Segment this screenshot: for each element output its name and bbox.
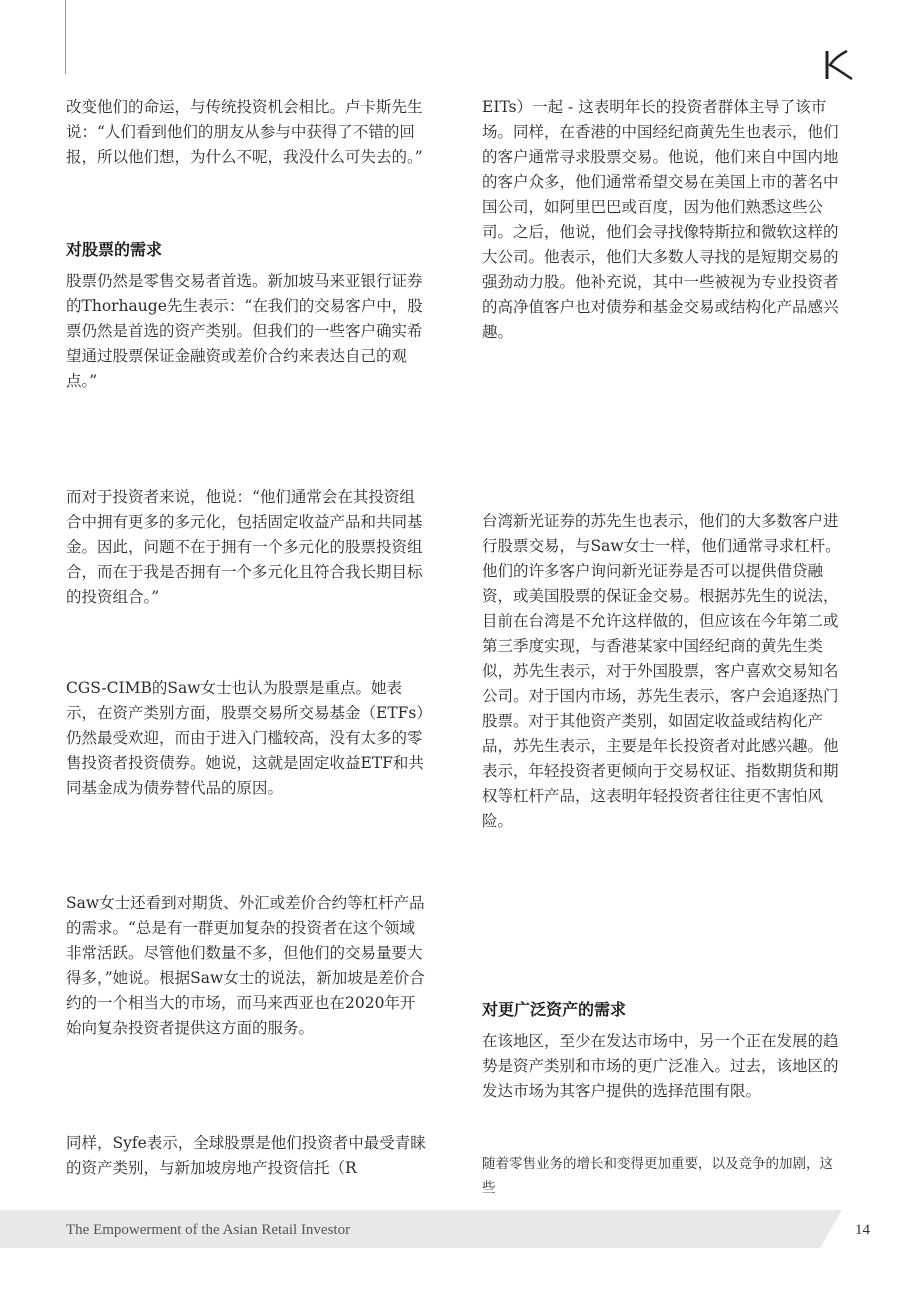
section-heading: 对股票的需求 bbox=[66, 240, 163, 259]
footer-title: The Empowerment of the Asian Retail Investor bbox=[66, 1222, 351, 1238]
left-para-2 bbox=[66, 269, 426, 394]
right-para-1 bbox=[482, 95, 842, 345]
paragraph: 同样，Syfe表示，全球股票是他们投资者中最受青睐的资产类别，与新加坡房地产投资信托（R bbox=[66, 1134, 426, 1177]
paragraph: 而对于投资者来说，他说：“他们通常会在其投资组合中拥有更多的多元化，包括固定收益产品和共同基金。因此，问题不在于拥有一个多元化的股票投资组合，而在于我是否拥有一个多元化且符合我长期目标的投资组合。” bbox=[66, 488, 423, 606]
header-rule bbox=[65, 0, 66, 74]
heading-broader-assets bbox=[482, 998, 842, 1022]
paragraph: CGS-CIMB的Saw女士也认为股票是重点。她表示，在资产类别方面，股票交易所交易基金（ETFs）仍然最受欢迎，而由于进入门槛较高，没有太多的零售投资者投资债券。她说，这就是固定收益ETF和共同基金成为债券替代品的原因。 bbox=[66, 679, 425, 797]
paragraph: 随着零售业务的增长和变得更加重要，以及竞争的加剧，这些 bbox=[482, 1156, 833, 1196]
section-heading: 对更广泛资产的需求 bbox=[482, 1000, 627, 1019]
right-para-2 bbox=[482, 509, 842, 834]
paragraph: EITs）一起 - 这表明年长的投资者群体主导了该市场。同样，在香港的中国经纪商黄先生也表示，他们的客户通常寻求股票交易。他说，他们来自中国内地的客户众多，他们通常希望交易在美国上市的著名中国公司，如阿里巴巴或百度，因为他们熟悉这些公司。之后，他说，他们会寻找像特斯拉和微软这样的大公司。他表示，他们大多数人寻找的是短期交易的强劲动力股。他补充说，其中一些被视为专业投资者的高净值客户也对债券和基金交易或结构化产品感兴趣。 bbox=[482, 98, 839, 341]
paragraph: 台湾新光证券的苏先生也表示，他们的大多数客户进行股票交易，与Saw女士一样，他们通常寻求杠杆。他们的许多客户询问新光证券是否可以提供借贷融资，或美国股票的保证金交易。根据苏先生的说法，目前在台湾是不允许这样做的，但应该在今年第二或第三季度实现，与香港某家中国经纪商的黄先生类似，苏先生表示，对于外国股票，客户喜欢交易知名公司。对于国内市场，苏先生表示，客户会追逐热门股票。对于其他资产类别，如固定收益或结构化产品，苏先生表示，主要是年长投资者对此感兴趣。他表示，年轻投资者更倾向于交易权证、指数期货和期权等杠杆产品，这表明年轻投资者往往更不害怕风险。 bbox=[482, 512, 841, 830]
heading-stock-demand bbox=[66, 238, 426, 262]
paragraph: 改变他们的命运，与传统投资机会相比。卢卡斯先生说：“人们看到他们的朋友从参与中获得了不错的回报，所以他们想，为什么不呢，我没什么可失去的。” bbox=[66, 98, 423, 166]
paragraph: Saw女士还看到对期货、外汇或差价合约等杠杆产品的需求。“总是有一群更加复杂的投资者在这个领域非常活跃。尽管他们数量不多，但他们的交易量要大得多，”她说。根据Saw女士的说法，新加坡是差价合约的一个相当大的市场，而马来西亚也在2020年开始向复杂投资者提供这方面的服务。 bbox=[66, 894, 425, 1037]
left-para-4 bbox=[66, 676, 426, 801]
page-number: 14 bbox=[855, 1222, 870, 1238]
right-para-4 bbox=[482, 1152, 842, 1200]
left-para-1 bbox=[66, 95, 426, 170]
left-para-5 bbox=[66, 891, 426, 1041]
right-para-3 bbox=[482, 1029, 842, 1104]
paragraph: 股票仍然是零售交易者首选。新加坡马来亚银行证券的Thorhauge先生表示：“在我们的交易客户中，股票仍然是首选的资产类别。但我们的一些客户确实希望通过股票保证金融资或差价合约来表达自己的观点。” bbox=[66, 272, 423, 390]
brand-logo-icon bbox=[822, 48, 856, 82]
left-para-6 bbox=[66, 1131, 426, 1181]
left-para-3 bbox=[66, 485, 426, 610]
paragraph: 在该地区，至少在发达市场中，另一个正在发展的趋势是资产类别和市场的更广泛准入。过去，该地区的发达市场为其客户提供的选择范围有限。 bbox=[482, 1032, 839, 1100]
